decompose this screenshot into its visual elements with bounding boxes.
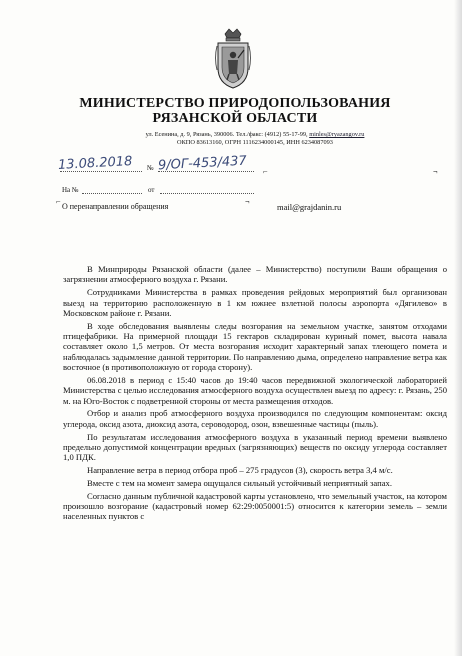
paragraph: Вместе с тем на момент замера ощущался сильный устойчивый неприятный запах.	[87, 477, 392, 488]
recipient-corner-right: ¬	[433, 167, 438, 176]
handwritten-number: 9/ОГ-453/437	[157, 153, 248, 174]
paragraph: В Минприроды Рязанской области (далее – Министерство) поступили Ваши обращения о загрязнении атмосферного воздуха г. Рязани.	[63, 264, 447, 285]
paragraph: По результатам исследования атмосферного воздуха в указанный период времени выявлено предельно допустимой концентрации вредных (загрязняющих) веществ по оксиду углерода составляет 1,0 ПДК.	[63, 431, 447, 463]
ministry-codes: ОКПО 83613160, ОГРН 1116234000145, ИНН 6234087093	[177, 139, 333, 146]
reply-number-line	[82, 193, 142, 194]
reply-number-label: На №	[62, 186, 79, 194]
topic-corner-left: ⌐	[56, 197, 61, 206]
paragraph: Согласно данным публичной кадастровой карты установлено, что земельный участок, на котором произошло возгорание (кадастровый номер 62:29:0050001:5) относится к категории земель – земли населенных пунктов с	[63, 490, 447, 522]
page-shadow-edge	[454, 0, 462, 656]
ministry-address	[100, 131, 410, 139]
paragraph: Сотрудниками Министерства в рамках проведения рейдовых мероприятий был организован выезд на территорию расположенную в 1 км южнее взлетной полосы аэропорта «Дягилево» в Московском районе г. Рязани.	[63, 287, 447, 318]
number-label: №	[147, 164, 154, 172]
letter-subject: О перенаправлении обращения	[62, 202, 169, 211]
coat-of-arms-icon	[213, 28, 253, 90]
topic-corner-right: ¬	[245, 197, 250, 206]
address-text: ул. Есенина, д. 9, Рязань, 390006. Тел./факс: (4912) 55-17-99,	[145, 131, 308, 138]
recipient-corner-left: ⌐	[263, 167, 268, 176]
letter-body	[63, 264, 447, 524]
ministry-title-line2: РЯЗАНСКОЙ ОБЛАСТИ	[152, 111, 318, 126]
paragraph: В ходе обследования выявлены следы возгорания на земельном участке, занятом отходами птицефабрики. На примерной площади 15 гектаров складирован куриный помет, высота навала составляет около 1,5 метров. От места возгорания исходит характерный запах тлеющего помета и наблюдалась задымление данной территории. По направлению дыма, определено направление ветра как восточное (в противоположную от города сторону).	[63, 320, 447, 373]
reply-from-label: от	[148, 186, 155, 194]
handwritten-date: 13.08.2018	[57, 154, 133, 173]
ministry-email-link[interactable]: minles@ryazangov.ru	[309, 131, 365, 138]
paragraph: Отбор и анализ проб атмосферного воздуха производился по следующим компонентам: оксид углерода, оксид азота, диоксид азота, сероводород, озон, взвешенные частицы (пыль).	[63, 408, 447, 429]
paragraph: 06.08.2018 в период с 15:40 часов до 19:40 часов передвижной экологической лабораторией Министерства с целью исследования атмосферного воздуха осуществлен выезд по адресу: г. Рязань, 250 м. на Юго-Восток с подветренной стороны от места размещения отходов.	[63, 374, 447, 406]
paragraph: Направление ветра в период отбора проб – 275 градусов (3), скорость ветра 3,4 м/с.	[87, 465, 393, 476]
recipient-email: mail@grajdanin.ru	[277, 202, 342, 212]
reply-from-line	[160, 193, 254, 194]
ministry-title-line1: МИНИСТЕРСТВО ПРИРОДОПОЛЬЗОВАНИЯ	[79, 96, 391, 111]
